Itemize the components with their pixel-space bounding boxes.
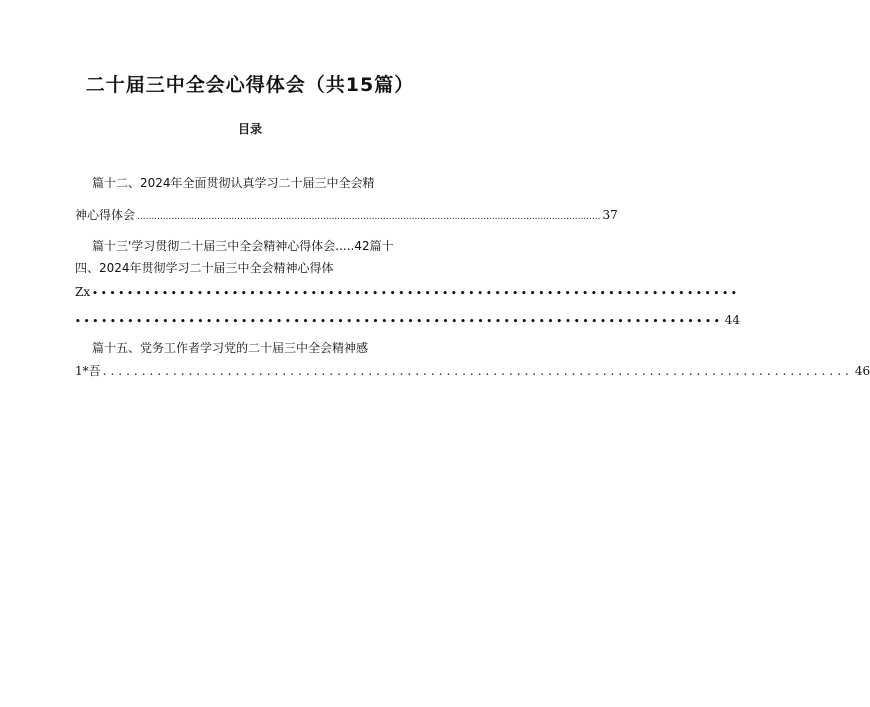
dot-leader: •••••••••••••••••••••••••••••••••••••••••••••••••••••••••••••••••••••••••• bbox=[75, 317, 723, 327]
toc-entry-14-line-3 bbox=[75, 312, 740, 330]
toc-entry-15-line-1: 篇十五、党务工作者学习党的二十届三中全会精神感 bbox=[92, 341, 369, 355]
dot-leader: ................................................................................................ bbox=[102, 364, 853, 378]
toc-entry-15-prefix: 1*吾 bbox=[75, 364, 101, 378]
toc-entry-12-text: 神心得体会 bbox=[75, 208, 136, 222]
toc-entry-13-line: 篇十三'学习贯彻二十届三中全会精神心得体会.....42篇十 bbox=[92, 239, 394, 253]
toc-entry-12-page: 37 bbox=[602, 208, 618, 222]
toc-heading: 目录 bbox=[237, 122, 262, 136]
toc-entry-14-line-1: 四、2024年贯彻学习二十届三中全会精神心得体 bbox=[75, 261, 334, 275]
toc-entry-12-line-2 bbox=[75, 207, 618, 225]
toc-entry-14-line-2 bbox=[75, 284, 740, 302]
dot-leader: .................................................................................................................................................................. bbox=[137, 212, 601, 222]
toc-entry-14-page: 44 bbox=[724, 313, 740, 327]
document-title: 二十届三中全会心得体会（共15篇） bbox=[85, 74, 415, 96]
toc-entry-12-line-1: 篇十二、2024年全面贯彻认真学习二十届三中全会精 bbox=[92, 176, 375, 190]
toc-entry-14-prefix: Zx bbox=[75, 285, 91, 299]
dot-leader: •••••••••••••••••••••••••••••••••••••••••••••••••••••••••••••••••••••••••• bbox=[92, 289, 740, 299]
toc-entry-15-line-2 bbox=[75, 363, 870, 379]
toc-entry-15-page: 46 bbox=[854, 364, 870, 378]
